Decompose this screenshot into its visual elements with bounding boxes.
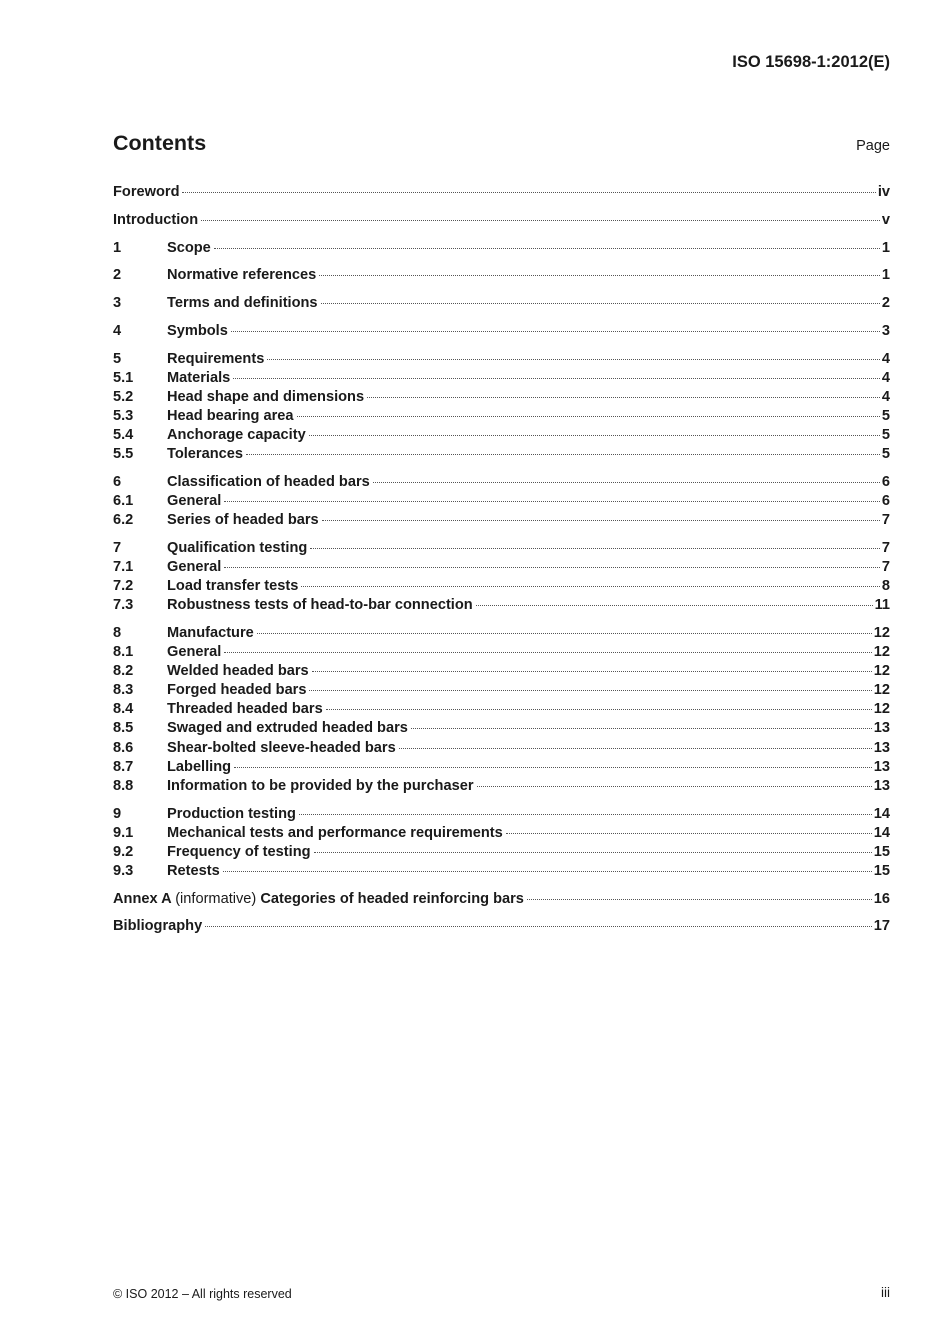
dot-leader	[312, 671, 872, 672]
dot-leader	[233, 378, 880, 379]
toc-entry-title: Welded headed bars	[167, 663, 309, 680]
table-of-contents	[113, 183, 890, 936]
toc-entry-page: 11	[874, 597, 890, 614]
toc-entry-title: Requirements	[167, 350, 265, 367]
toc-entry-title: Mechanical tests and performance requirements	[167, 824, 503, 841]
dot-leader	[367, 397, 880, 398]
toc-entry-page: 7	[881, 539, 890, 556]
dot-leader	[309, 435, 880, 436]
toc-entry-number: 5.1	[113, 369, 134, 386]
dot-leader	[234, 767, 872, 768]
page-column-label: Page	[856, 138, 890, 154]
toc-entry[interactable]	[113, 719, 890, 738]
toc-entry[interactable]	[113, 700, 890, 719]
toc-entry[interactable]	[113, 445, 890, 464]
toc-entry-number: 9.1	[113, 824, 134, 841]
dot-leader	[527, 899, 872, 900]
toc-entry-number: 7.3	[113, 597, 134, 614]
dot-leader	[267, 359, 880, 360]
toc-entry-page: 12	[873, 624, 890, 641]
toc-entry-page: 13	[873, 758, 890, 775]
toc-entry-page: 13	[873, 720, 890, 737]
toc-entry-title: Retests	[167, 862, 220, 879]
toc-entry-page: v	[881, 211, 890, 228]
toc-entry-number: 9.2	[113, 843, 134, 860]
dot-leader	[301, 586, 879, 587]
toc-entry-page: 14	[873, 824, 890, 841]
toc-entry[interactable]	[113, 624, 890, 643]
toc-entry[interactable]	[113, 239, 890, 258]
toc-entry-number: 8.1	[113, 644, 134, 661]
toc-entry-page: 6	[881, 473, 890, 490]
toc-entry-number: 9	[113, 805, 122, 822]
toc-entry-title: Head shape and dimensions	[167, 388, 365, 405]
toc-entry[interactable]	[113, 511, 890, 530]
toc-entry[interactable]	[113, 805, 890, 824]
dot-leader	[201, 220, 880, 221]
toc-entry-number: 8.7	[113, 758, 134, 775]
toc-entry[interactable]	[113, 558, 890, 577]
dot-leader	[299, 814, 872, 815]
toc-entry-page: 2	[881, 295, 890, 312]
toc-entry-number: 6.1	[113, 493, 134, 510]
dot-leader	[314, 852, 872, 853]
dot-leader	[310, 548, 880, 549]
dot-leader	[476, 605, 873, 606]
toc-entry-number: 5.2	[113, 388, 134, 405]
dot-leader	[205, 926, 872, 927]
annex-title: Categories of headed reinforcing bars	[260, 890, 524, 907]
toc-entry-number: 8.6	[113, 739, 134, 756]
dot-leader	[309, 690, 871, 691]
dot-leader	[214, 248, 880, 249]
toc-entry-annex[interactable]	[113, 890, 890, 909]
toc-entry-page: 7	[881, 559, 890, 575]
toc-entry[interactable]	[113, 294, 890, 313]
toc-entry-title: Terms and definitions	[167, 295, 318, 312]
toc-entry-page: 16	[873, 890, 890, 907]
toc-entry-number: 2	[113, 267, 122, 284]
toc-entry-title: Symbols	[167, 322, 228, 339]
contents-heading: Contents	[113, 131, 207, 155]
toc-entry-number: 5.4	[113, 427, 134, 444]
toc-entry-page: 12	[873, 663, 890, 680]
toc-entry-page: 8	[881, 578, 890, 595]
dot-leader	[326, 709, 872, 710]
toc-entry-page: 5	[881, 446, 890, 463]
toc-entry[interactable]	[113, 322, 890, 341]
toc-entry-title: General	[167, 559, 222, 575]
toc-entry-number: 5	[113, 350, 122, 367]
toc-entry-number: 5.3	[113, 407, 134, 424]
toc-entry[interactable]	[113, 183, 890, 202]
toc-entry-page: 17	[873, 918, 890, 935]
toc-entry-title: Bibliography	[113, 918, 203, 935]
dot-leader	[182, 192, 875, 193]
toc-entry-number: 5.5	[113, 446, 134, 463]
toc-entry-number: 1	[113, 239, 122, 256]
toc-annex-title-group	[113, 890, 524, 909]
dot-leader	[322, 520, 880, 521]
toc-entry-page: 1	[881, 267, 890, 284]
dot-leader	[257, 633, 872, 634]
toc-entry[interactable]	[113, 492, 890, 511]
toc-entry[interactable]	[113, 739, 890, 758]
toc-entry-title: Load transfer tests	[167, 578, 299, 595]
dot-leader	[297, 416, 880, 417]
toc-entry-title: Anchorage capacity	[167, 427, 306, 444]
toc-entry-title: Series of headed bars	[167, 512, 319, 529]
toc-entry-title: Scope	[167, 239, 211, 256]
toc-entry[interactable]	[113, 407, 890, 426]
toc-entry[interactable]	[113, 369, 890, 388]
toc-entry[interactable]	[113, 862, 890, 881]
toc-entry[interactable]	[113, 266, 890, 285]
toc-entry-page: 12	[873, 682, 890, 699]
toc-entry-page: 4	[881, 350, 890, 367]
annex-label: Annex A	[113, 890, 172, 907]
toc-entry-title: Tolerances	[167, 446, 243, 463]
toc-entry[interactable]	[113, 824, 890, 843]
toc-entry-page: 12	[873, 644, 890, 661]
toc-entry[interactable]	[113, 350, 890, 369]
page-number: iii	[881, 1285, 890, 1300]
toc-entry-page: 4	[881, 388, 890, 405]
toc-entry-title: Information to be provided by the purchaser	[167, 777, 474, 794]
toc-entry[interactable]	[113, 758, 890, 777]
toc-entry-title: General	[167, 644, 222, 661]
toc-entry-number: 8.5	[113, 720, 134, 737]
toc-entry-number: 4	[113, 322, 122, 339]
toc-entry-title: Normative references	[167, 267, 317, 284]
toc-entry-title: Swaged and extruded headed bars	[167, 720, 408, 737]
dot-leader	[224, 501, 880, 502]
dot-leader	[477, 786, 872, 787]
toc-entry-number: 8.8	[113, 777, 134, 794]
toc-entry-page: 13	[873, 739, 890, 756]
toc-entry-title: Introduction	[113, 211, 199, 228]
toc-entry-number: 3	[113, 295, 122, 312]
toc-entry[interactable]	[113, 681, 890, 700]
toc-entry-number: 6.2	[113, 512, 134, 529]
dot-leader	[373, 482, 880, 483]
toc-entry-page: 4	[881, 369, 890, 386]
dot-leader	[321, 303, 880, 304]
toc-entry-number: 8.2	[113, 663, 134, 680]
toc-entry-title: Materials	[167, 369, 231, 386]
toc-entry-number: 6	[113, 473, 122, 490]
toc-entry-title: Robustness tests of head-to-bar connection	[167, 597, 473, 614]
toc-entry-title: Threaded headed bars	[167, 701, 323, 718]
toc-entry[interactable]	[113, 843, 890, 862]
toc-entry-page: 5	[881, 427, 890, 444]
toc-entry[interactable]	[113, 777, 890, 796]
toc-entry[interactable]	[113, 539, 890, 558]
toc-entry-bibliography[interactable]	[113, 917, 890, 936]
dot-leader	[411, 728, 872, 729]
toc-entry-number: 8.4	[113, 701, 134, 718]
toc-entry-title: Labelling	[167, 758, 232, 775]
toc-entry-title: Classification of headed bars	[167, 473, 370, 490]
toc-entry-title: Shear-bolted sleeve-headed bars	[167, 739, 396, 756]
copyright-notice: © ISO 2012 – All rights reserved	[113, 1287, 292, 1301]
toc-entry-page: 13	[873, 777, 890, 794]
toc-entry-page: 1	[881, 239, 890, 256]
dot-leader	[223, 871, 872, 872]
dot-leader	[224, 652, 871, 653]
dot-leader	[506, 833, 872, 834]
toc-entry[interactable]	[113, 473, 890, 492]
toc-entry-page: 12	[873, 701, 890, 718]
toc-entry[interactable]	[113, 577, 890, 596]
toc-entry[interactable]	[113, 388, 890, 407]
toc-entry-page: 5	[881, 407, 890, 424]
toc-entry-page: 3	[881, 322, 890, 339]
toc-entry-page: 6	[881, 493, 890, 510]
toc-entry[interactable]	[113, 426, 890, 445]
toc-entry-title: Production testing	[167, 805, 296, 822]
toc-entry-number: 9.3	[113, 862, 134, 879]
toc-entry-page: 15	[873, 843, 890, 860]
toc-entry-title: Frequency of testing	[167, 843, 311, 860]
toc-entry-number: 8.3	[113, 682, 134, 699]
toc-entry[interactable]	[113, 643, 890, 662]
dot-leader	[224, 567, 880, 568]
toc-entry-page: 14	[873, 805, 890, 822]
toc-entry-page: 7	[881, 512, 890, 529]
toc-entry[interactable]	[113, 662, 890, 681]
toc-entry-title: Forged headed bars	[167, 682, 307, 699]
toc-entry-title: Manufacture	[167, 624, 254, 641]
toc-entry[interactable]	[113, 211, 890, 230]
dot-leader	[246, 454, 880, 455]
toc-entry-number: 8	[113, 624, 122, 641]
document-id: ISO 15698-1:2012(E)	[732, 53, 890, 71]
toc-entry-title: Head bearing area	[167, 407, 294, 424]
toc-entry-title: General	[167, 493, 222, 510]
toc-entry-number: 7	[113, 539, 122, 556]
toc-entry[interactable]	[113, 596, 890, 615]
dot-leader	[231, 331, 880, 332]
toc-entry-title: Foreword	[113, 184, 180, 200]
dot-leader	[319, 275, 880, 276]
dot-leader	[399, 748, 872, 749]
toc-entry-page: 15	[873, 862, 890, 879]
toc-entry-number: 7.2	[113, 578, 134, 595]
toc-entry-number: 7.1	[113, 559, 134, 575]
annex-qualifier: (informative)	[175, 890, 257, 907]
toc-entry-title: Qualification testing	[167, 539, 308, 556]
toc-entry-page: iv	[877, 184, 890, 200]
